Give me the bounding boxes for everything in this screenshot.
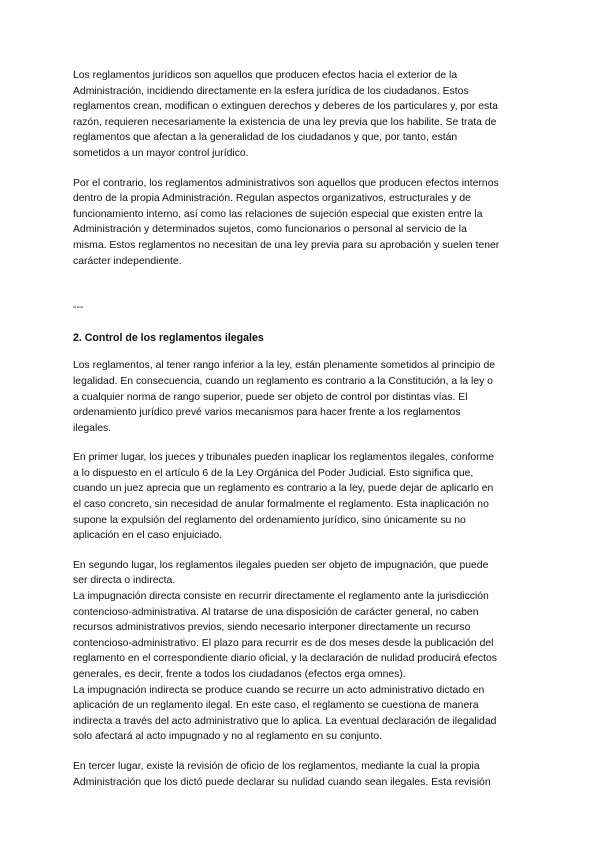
text-line: cuando un juez aprecia que un reglamento es contrario a la ley, puede dejar de aplicarlo en xyxy=(73,483,494,495)
text-line: dentro de la propia Administración. Regulan aspectos organizativos, estructurales y de xyxy=(73,193,471,205)
section-paragraph-intro xyxy=(73,358,505,436)
text-line: aplicación de un reglamento ilegal. En este caso, el reglamento se cuestiona de manera xyxy=(73,700,479,712)
text-line: Administración, incidiendo directamente en la esfera jurídica de los ciudadanos. Estos xyxy=(73,85,469,97)
text-line: legalidad. En consecuencia, cuando un reglamento es contrario a la Constitución, a la ley o xyxy=(73,375,493,387)
text-line: aplicación en el caso enjuiciado. xyxy=(73,530,223,542)
document-page xyxy=(73,68,505,790)
text-line: Administración y determinados sujetos, como funcionarios o personal al servicio de la xyxy=(73,224,467,236)
section-paragraph-third xyxy=(73,759,505,790)
text-line: Los reglamentos, al tener rango inferior a la ley, están plenamente sometidos al principio de xyxy=(73,360,496,372)
text-line: Por el contrario, los reglamentos administrativos son aquellos que producen efectos internos xyxy=(73,177,499,189)
section-paragraph-second xyxy=(73,558,505,745)
text-line: generales, es decir, frente a todos los ciudadanos (efectos erga omnes). xyxy=(73,669,406,680)
text-line: ordenamiento jurídico prevé varios mecanismos para hacer frente a los reglamentos xyxy=(73,407,461,419)
text-line: misma. Estos reglamentos no necesitan de una ley previa para su aprobación y suelen tener xyxy=(73,239,500,251)
text-line: En tercer lugar, existe la revisión de oficio de los reglamentos, mediante la cual la propia xyxy=(73,760,480,772)
text-line: La impugnación indirecta se produce cuando se recurre un acto administrativo dictado en xyxy=(73,684,485,696)
text-line: a cualquier norma de rango superior, puede ser objeto de control por distintas vías. El xyxy=(73,391,468,403)
text-line: ilegales. xyxy=(73,422,112,434)
text-line: funcionamiento interno, así como las relaciones de sujeción especial que existen entre la xyxy=(73,208,483,220)
text-line: recursos administrativos previos, siendo necesario interponer directamente un recurso xyxy=(73,622,471,634)
text-line: reglamento en el correspondiente diario oficial, y la declaración de nulidad producirá efectos xyxy=(73,653,497,665)
text-line: contencioso-administrativa. Al tratarse de una disposición de carácter general, no caben xyxy=(73,606,479,618)
text-line: indirecta a través del acto administrativo que lo aplica. La eventual declaración de ilegalidad xyxy=(73,715,497,727)
text-line: reglamentos crean, modifican o extinguen derechos y deberes de los particulares y, por esta xyxy=(73,101,498,113)
intro-paragraph-administrativos xyxy=(73,176,505,270)
text-line: En primer lugar, los jueces y tribunales pueden inaplicar los reglamentos ilegales, conforme xyxy=(73,452,495,464)
text-line: contencioso-administrativo. El plazo para recurrir es de dos meses desde la publicación del xyxy=(73,637,494,649)
text-line: carácter independiente. xyxy=(73,255,182,267)
text-line: reglamentos que afectan a la generalidad de los ciudadanos y que, por tanto, están xyxy=(73,132,458,144)
intro-paragraph-juridicos xyxy=(73,68,505,162)
text-line: ser directa o indirecta. xyxy=(73,575,176,587)
text-line: razón, requieren necesariamente la existencia de una ley previa que los habilite. Se trata de xyxy=(73,116,497,128)
text-line: La impugnación directa consiste en recurrir directamente el reglamento ante la jurisdicción xyxy=(73,591,489,603)
text-line: Los reglamentos jurídicos son aquellos que producen efectos hacia el exterior de la xyxy=(73,70,458,81)
text-line: Administración que los dictó puede declarar su nulidad cuando sean ilegales. Esta revisión xyxy=(73,776,491,788)
section-heading: 2. Control de los reglamentos ilegales xyxy=(73,331,264,344)
text-line: el caso concreto, sin necesidad de anular formalmente el reglamento. Esta inaplicación no xyxy=(73,499,489,511)
section-separator: --- xyxy=(73,302,84,314)
text-line: sometidos a un mayor control jurídico. xyxy=(73,147,249,159)
text-line: En segundo lugar, los reglamentos ilegales pueden ser objeto de impugnación, que puede xyxy=(73,559,489,571)
text-line: a lo dispuesto en el artículo 6 de la Ley Orgánica del Poder Judicial. Esto significa que, xyxy=(73,467,474,479)
text-line: solo afectará al acto impugnado y no al reglamento en su conjunto. xyxy=(73,731,383,743)
section-paragraph-first xyxy=(73,450,505,544)
text-line: supone la expulsión del reglamento del ordenamiento jurídico, sino únicamente su no xyxy=(73,514,466,526)
